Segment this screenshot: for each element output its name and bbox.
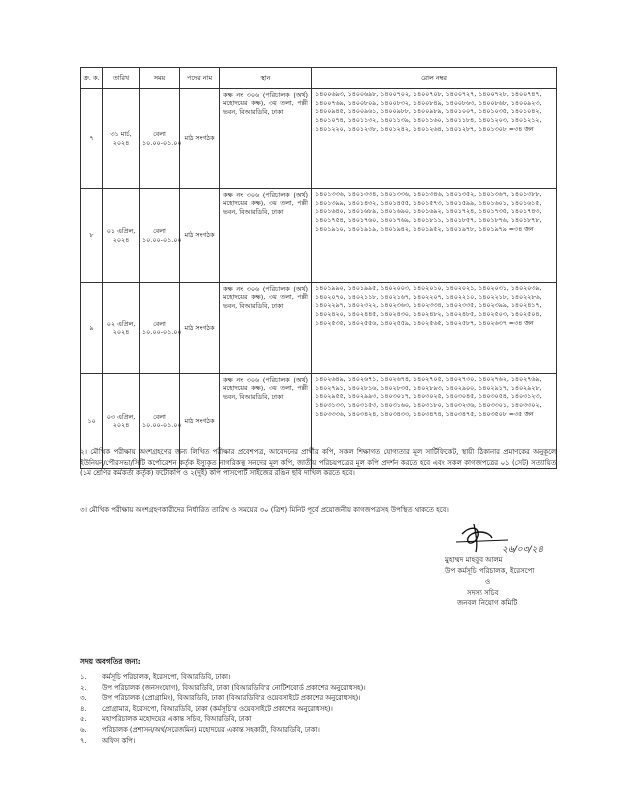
list-item-number: ৬.	[80, 725, 87, 734]
col-header-date: তারিখ	[103, 68, 140, 89]
note-attendance: ৩। মৌখিক পরীক্ষায় অংশগ্রহণকারীদের নির্ধারিত তারিখ ও সময়ের ৩০ (ত্রিশ) মিনিট পূর্বে প্রয়োজনীয় কাগজপত্রসহ উপস্থিত থাকতে হবে।	[80, 506, 449, 514]
list-item-number: ৩.	[80, 694, 87, 703]
cell-place: কক্ষ নং ৩০৬ (পরিচালক (অর্থ) মহোদয়ের কক্ষ), ৩য় তলা, পল্লী ভবন, বিআরডিবি, ঢাকা	[220, 283, 312, 374]
cell-date: ০৩ এপ্রিল, ২০২৪	[103, 374, 140, 469]
col-header-rolls: রোল নম্বর	[312, 68, 557, 89]
cell-date: ০১ এপ্রিল, ২০২৪	[103, 189, 140, 283]
signatory-connector: ও	[485, 577, 491, 586]
list-item	[80, 672, 366, 683]
cell-place: কক্ষ নং ৩০৬ (পরিচালক (অর্থ) মহোদয়ের কক্ষ), ৩য় তলা, পল্লী ভবন, বিআরডিবি, ঢাকা	[220, 374, 312, 469]
cell-date: ৩১ মার্চ, ২০২৪	[103, 89, 140, 189]
cell-rolls: ১৪০০৬৯৩, ১৪০০৬৯৮, ১৪০০৭০২, ১৪০০৭০৮, ১৪০০৭২৭, ১৪০০৭২৮, ১৪০০৭৪৭, ১৪০০৭৬৯, ১৪০০৮০৯, ১৪০০৮৩২, ১৪০০৮৪৯, ১৪০০৮৬৩, ১৪০০৮৬৮, ১৪০০৯২৩, ১৪০০৯৪৫, ১৪০০৯৬১, ১৪০০৯৮৮, ১৪০০৯৮৯, ১৪০১০০৭, ১৪০১০৩৫, ১৪০১০৪২, ১৪০১০৭৪, ১৪০১১৩২, ১৪০১১৩৯, ১৪০১১৬০, ১৪০১১৮৪, ১৪০১২০৩, ১৪০১২১২, ১৪০১২২০, ১৪০১২৩৮, ১৪০১২৪২, ১৪০১২৬৪, ১৪০১২৮৭, ১৪০১৩০৮ =৩৪ জন	[312, 89, 557, 189]
cell-serial: ৮	[81, 189, 103, 283]
signatory-committee: জনবল নিয়োগ কমিটি	[457, 599, 518, 608]
list-item	[80, 683, 366, 694]
distribution-list	[80, 672, 366, 746]
table-row	[81, 283, 557, 374]
cell-rolls: ১৪০১৩৩৬, ১৪০১৩৩৪, ১৪০১৩৩৬, ১৪০১৩৪৬, ১৪০১৩৫২, ১৪০১৩৬৭, ১৪০১৩৮৮, ১৪০১৩৯৯, ১৪০১৪৩২, ১৪০১৪৫৫, ১৪০১৫৭৩, ১৪০১৫৯৯, ১৪০১৬০১, ১৪০১৬১৫, ১৪০১৬৪০, ১৪০১৬৮৯, ১৪০১৬৯০, ১৪০১৬৯২, ১৪০১৭২৪, ১৪০১৭৩৫, ১৪০১৭৪৩, ১৪০১৭৫৪, ১৪০১৭৬০, ১৪০১৭৬৯, ১৪০১৮১১, ১৪০১৮৫৭, ১৪০১৮৭৬, ১৪০১৮৭৮, ১৪০১৯১০, ১৪০১৯১৯, ১৪০১৯৪২, ১৪০১৯৫২, ১৪০১৯৭৮, ১৪০১৯৭৯ =৩৪ জন	[312, 189, 557, 283]
list-item-text: পরিচালক (প্রশাসন/অর্থ/সরেজমিন) মহোদয়ের একান্ত সহকারী, বিআরডিবি, ঢাকা।	[102, 725, 320, 734]
distribution-title: সদয় অবগতির জন্য:	[80, 657, 141, 666]
schedule-table	[80, 67, 557, 469]
cell-post: মাঠ সংগঠক	[180, 89, 220, 189]
cell-post: মাঠ সংগঠক	[180, 283, 220, 374]
cell-serial: ৯	[81, 283, 103, 374]
cell-serial: ১০	[81, 374, 103, 469]
col-header-serial: ক্র. ক.	[81, 68, 103, 89]
cell-serial: ৭	[81, 89, 103, 189]
cell-time: বেলা ১০.০০-০১.০০	[140, 89, 180, 189]
cell-time: বেলা ১০.০০-০১.০০	[140, 189, 180, 283]
list-item	[80, 704, 366, 715]
list-item-text: প্রোগ্রামার, ইরেসপো, বিআরডিবি, ঢাকা (কর্মসূচি'র ওয়েবসাইটে প্রকাশের অনুরোধসহ)।	[102, 704, 333, 713]
signatory-designation: উপ কর্মসূচি পরিচালক, ইরেসপো	[445, 566, 535, 575]
signatory-name: মুহাম্মদ মাহবুব আলম	[445, 556, 503, 564]
handwritten-signature	[448, 518, 558, 558]
list-item-number: ৪.	[80, 704, 87, 713]
list-item-text: অফিস কপি।	[102, 736, 136, 745]
list-item-number: ৫.	[80, 715, 87, 724]
cell-time: বেলা ১০.০০-০১.০০	[140, 283, 180, 374]
table-row	[81, 189, 557, 283]
cell-rolls: ১৪০২৬৪৯, ১৪০২৬৭১, ১৪০২৬৭৪, ১৪০২৭০৫, ১৪০২৭৩০, ১৪০২৭৬২, ১৪০২৭৬৯, ১৪০২৭৯১, ১৪০২৮১৬, ১৪০২৮৩৫, ১৪০২৮৯৩, ১৪০২৯০০, ১৪০২৯১৭, ১৪০২৯২৮, ১৪০২৯৫৫, ১৪০২৯৯৩, ১৪০৩০১৭, ১৪০৩০২৫, ১৪০৩০৪৫, ১৪০৩০৫৪, ১৪০৩১২৩, ১৪০৩১৩৩, ১৪০৩১৫৩, ১৪০৩১৬০, ১৪০৩১৮০, ১৪০৩২৩৬, ১৪০৩৩০১, ১৪০৩৩০২, ১৪০৩৩৩৬, ১৪০৩৪২৪, ১৪০৩৪৩৩, ১৪০৩৪৭৪, ১৪০৩৪৭৫, ১৪০৩৫০৮ =৩৫ জন	[312, 374, 557, 469]
list-item-text: উপ পরিচালক (জনসংযোগ), বিআরডিবি, ঢাকা (বিআরডিবি'র নোটিশবোর্ড প্রকাশের অনুরোধসহ)।	[102, 683, 366, 692]
table-header-row	[81, 68, 557, 89]
list-item-number: ১.	[80, 673, 87, 681]
list-item	[80, 693, 366, 704]
cell-place: কক্ষ নং ৩০৬ (পরিচালক (অর্থ) মহোদয়ের কক্ষ), ৩য় তলা, পল্লী ভবন, বিআরডিবি, ঢাকা	[220, 89, 312, 189]
cell-rolls: ১৪০১৯৯০, ১৪০১৯৯৫, ১৪০২০০৩, ১৪০২০১০, ১৪০২০২১, ১৪০২০৩১, ১৪০২০৩৯, ১৪০২০৭০, ১৪০২১১৮, ১৪০২১৬৭, ১৪০২২০৭, ১৪০২২১০, ১৪০২২১৮, ১৪০২২৮৬, ১৪০২২৯৭, ১৪০২৩২২, ১৪০২৩৬৩, ১৪০২৩৩৪, ১৪০২৩৩৫, ১৪০২৩৯৯, ১৪০২৪১৭, ১৪০২৪২০, ১৪০২৪৪৫, ১৪০২৪৩০, ১৪০২৪৮২, ১৪০২৪৮৫, ১৪০২৫০৩, ১৪০২৫০৪, ১৪০২৫৩৫, ১৪০২৫৫৬, ১৪০২৫৫৯, ১৪০২৫৬৫, ১৪০২৫৮৭, ১৪০২৬৩৭ =৩৪ জন	[312, 283, 557, 374]
cell-time: বেলা ১০.০০-০১.০০	[140, 374, 180, 469]
col-header-time: সময়	[140, 68, 180, 89]
table-row	[81, 89, 557, 189]
col-header-post: পদের নাম	[180, 68, 220, 89]
signatory-role: সদস্য সচিব	[467, 588, 499, 597]
list-item-number: ২.	[80, 683, 87, 692]
list-item-text: মহাপরিচালক মহোদয়ের একান্ত সচিব, বিআরডিবি, ঢাকা	[102, 715, 252, 724]
signature-date: ২৬/০৩/২৪	[502, 545, 544, 555]
list-item-text: উপ পরিচালক (প্রোগ্রামিং), বিআরডিবি, ঢাকা (বিআরডিবি'র ওয়েবসাইটে প্রকাশের অনুরোধসহ)।	[102, 694, 361, 703]
signatory-block	[445, 555, 534, 609]
cell-date: ০২ এপ্রিল, ২০২৪	[103, 283, 140, 374]
cell-post: মাঠ সংগঠক	[180, 189, 220, 283]
list-item-number: ৭.	[80, 736, 87, 745]
list-item-text: কর্মসূচি পরিচালক, ইরেসপো, বিআরডিবি, ঢাকা।	[102, 673, 231, 681]
list-item	[80, 714, 366, 725]
list-item	[80, 725, 366, 736]
cell-post: মাঠ সংগঠক	[180, 374, 220, 469]
note-documents: ২। মৌখিক পরীক্ষায় অংশগ্রহণের জন্য লিখিত পরীক্ষার প্রবেশপত্র, আবেদনের প্রার্থীর কপি, সকল শিক্ষাগত যোগ্যতার মূল সার্টিফিকেট, স্থায়ী ঠিকানার প্রমাণকের অনুকূলে ইউনিয়ন/পৌরসভা/সিটি কর্পোরেশন কর্তৃক ইস্যুকৃত নাগরিকত্ব সনদের মূল কপি, জাতীয় পরিচয়পত্রের মূল কপি প্রদর্শন করতে হবে এবং সকল কাগজপত্রের ০১ (সেট) সত্যায়িত (১ম শ্রেণির কর্মকর্তা কর্তৃক) ফটোকপি ও ২(দুই) কপি পাসপোর্ট সাইজের রঙিন ছবি দাখিল করতে হবে।	[80, 448, 556, 478]
cell-place: কক্ষ নং ৩০৬ (পরিচালক (অর্থ) মহোদয়ের কক্ষ), ৩য় তলা, পল্লী ভবন, বিআরডিবি, ঢাকা	[220, 189, 312, 283]
col-header-place: স্থান	[220, 68, 312, 89]
list-item	[80, 736, 366, 747]
